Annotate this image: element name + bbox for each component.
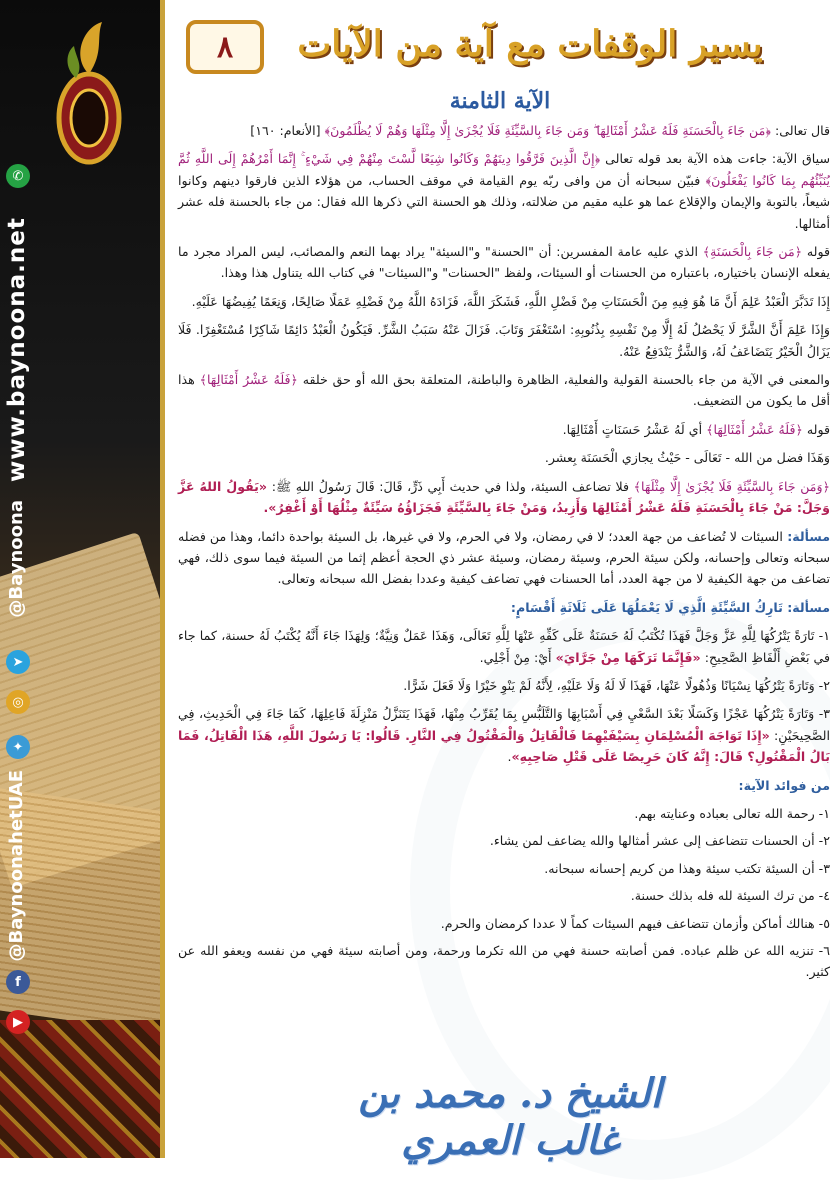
telegram-icon[interactable]: ➤ bbox=[6, 650, 30, 674]
benefit-item: ٦- تنزيه الله عن ظلم عباده. فمن أصابته حسنة فهي من الله تكرما ورحمة، ومن أصابته سيئة فهي من نفسه ويعفو الله عن كثير. bbox=[178, 943, 830, 980]
twitter-handle[interactable]: @Baynoona bbox=[6, 500, 27, 618]
baynoona-logo bbox=[52, 18, 126, 168]
text: قوله bbox=[802, 421, 830, 437]
whatsapp-icon[interactable]: ✆ bbox=[6, 164, 30, 188]
benefit-item: ٤- من ترك السيئة لله فله بذلك حسنة. bbox=[630, 888, 830, 904]
text: ٣- وَتَارَةً يَتْرُكُهَا عَجْزًا وَكَسَلًا بَعْدَ السَّعْيِ فِي أَسْبَابِهَا وَالتَّلَبُّسِ بِمَا يُقَرِّبُ مِنْهَا، فَهَذَا يَتَنَزَّلُ مَنْزِلَةَ فَاعِلِهَا، كَمَا جَاءَ فِي الْحَدِيثِ، فِي الصَّحِيحَيْنِ: bbox=[178, 706, 830, 743]
paragraph-saying bbox=[178, 419, 830, 440]
quran-verse: ﴿مَن جَاءَ بِالْحَسَنَةِ فَلَهُ عَشْرُ أَمْثَالِهَا ۖ وَمَن جَاءَ بِالسَّيِّئَةِ فَلَا يُجْزَىٰ إِلَّا مِثْلَهَا وَهُمْ لَا يُظْلَمُونَ﴾ bbox=[324, 123, 771, 138]
youtube-icon[interactable]: ▶ bbox=[6, 1010, 30, 1034]
quran-verse: ﴿فَلَهُ عَشْرُ أَمْثَالِهَا﴾ bbox=[706, 421, 803, 437]
article-body bbox=[178, 120, 830, 989]
hadith-text: «يَقُولُ اللهُ عَزَّ وَجَلَّ: مَنْ جَاءَ بِالْحَسَنَةِ فَلَهُ عَشْرُ أَمْثَالِهَا وَأَزِيدُ، وَمَنْ جَاءَ بِالسَّيِّئَةِ فَجَزَاؤُهُ سَيِّئَةٌ مِثْلُهَا أَوْ أَغْفِرُ». bbox=[178, 478, 830, 516]
text: أي لَهُ عَشْرُ حَسَنَاتٍ أَمْثَالِهَا. bbox=[562, 421, 707, 437]
text: ١- تَارَةً يَتْرُكُهَا لِلَّهِ عَزَّ وَجَلَّ فَهَذَا تُكْتَبُ لَهُ حَسَنَةٌ عَلَى كَفِّهِ عَنْهَا لِلَّهِ تَعَالَى، وَهَذَا عَمَلٌ وَنِيَّةٌ؛ وَلِهَذَا جَاءَ أَنَّهُ يُكْتَبُ لَهُ حسنة، كما جاء في بَعْضِ أَلْفَاظِ الصَّحِيحِ: bbox=[178, 628, 830, 665]
hadith-text: «إِذَا تَوَاجَهَ الْمُسْلِمَانِ بِسَيْفَيْهِمَا فَالْقَاتِلُ وَالْمَقْتُولُ فِي النَّارِ. قَالُوا: يَا رَسُولَ اللَّهِ، هَذَا الْقَاتِلُ، فَمَا بَالُ الْمَقْتُولِ؟ قَالَ: إِنَّهُ كَانَ حَرِيصًا عَلَى قَتْلِ صَاحِبِهِ» bbox=[178, 727, 830, 765]
quran-verse: ﴿فَلَهُ عَشْرُ أَمْثَالِهَا﴾ bbox=[199, 372, 298, 388]
text: هذا أقل ما يكون من التضعيف. bbox=[178, 372, 830, 409]
paragraph-interpretation bbox=[178, 369, 830, 412]
facebook-icon[interactable]: f bbox=[6, 970, 30, 994]
lesson-number-badge: ٨ bbox=[186, 20, 264, 74]
paragraph-hadith bbox=[178, 476, 830, 519]
benefit-item: ٥- هنالك أماكن وأزمان تتضاعف فيهم السيئات كماً لا عددا كرمضان والحرم. bbox=[440, 915, 830, 931]
hadith-text: «فَإِنَّمَا تَرَكَهَا مِنْ جَرَّايَ» bbox=[555, 649, 701, 665]
list-item-3 bbox=[178, 703, 830, 767]
twitter-icon[interactable]: ✦ bbox=[6, 735, 30, 759]
paragraph-reflection-1: إِذَا تَدَبَّرَ الْعَبْدُ عَلِمَ أَنَّ مَا هُوَ فِيهِ مِنَ الْحَسَنَاتِ مِنْ فَضْلِ اللَّهِ، فَشَكَرَ اللَّهَ، فَزَادَهُ اللَّهُ مِنْ فَضْلِهِ عَمَلًا صَالِحًا، وَنِعَمًا يُفِيضُهَا عَلَيْهِ. bbox=[191, 293, 830, 309]
verse-reference: [الأنعام: ١٦٠] bbox=[250, 123, 325, 138]
quran-verse: ﴿وَمَن جَاءَ بِالسَّيِّئَةِ فَلَا يُجْزَىٰ إِلَّا مِثْلَهَا﴾ bbox=[633, 478, 830, 494]
text: قال تعالى: bbox=[770, 123, 830, 138]
issue-heading-2: مسألة: تَارِكُ السَّيِّئَةِ الَّذِي لَا يَعْمَلُهَا عَلَى ثَلَاثَةِ أَقْسَامٍ: bbox=[510, 599, 830, 615]
paragraph-verse bbox=[178, 120, 830, 141]
paragraph-meaning bbox=[178, 241, 830, 284]
paragraph-issue-1 bbox=[178, 526, 830, 590]
text: الذي عليه عامة المفسرين: أن "الحسنة" و"السيئة" يراد بهما النعم والمصائب، ليس المراد مجرد ما يفعله الإنسان باختياره، باعتباره من الحسنات أو السيئات، ولفظ "الحسنات" و"السيئات" في كتاب الله يتناول هذا وهذا. bbox=[178, 244, 830, 281]
paragraph-grace: وَهَذَا فضل من الله - تَعَالَى - حَيْثُ يجازي الْحَسَنَة بِعشر. bbox=[544, 450, 830, 466]
author-signature: الشيخ د. محمد بن غالب العمري bbox=[358, 1070, 662, 1164]
quran-verse: ﴿إِنَّ الَّذِينَ فَرَّقُوا دِينَهُمْ وَكَانُوا شِيَعًا لَّسْتَ مِنْهُمْ فِي شَيْءٍ ۚ إِنَّمَا أَمْرُهُمْ إِلَى اللَّهِ ثُمَّ يُنَبِّئُهُم بِمَا كَانُوا يَفْعَلُونَ﴾ bbox=[178, 151, 830, 188]
verse-subtitle: الآية الثامنة bbox=[449, 88, 551, 114]
text: أَيْ: مِنْ أَجْلِي. bbox=[479, 649, 556, 665]
issue-label: مسألة: bbox=[782, 528, 830, 544]
rug-pattern bbox=[0, 1020, 160, 1158]
site-url[interactable]: www.baynoona.net bbox=[4, 217, 30, 483]
main-content bbox=[170, 0, 830, 1164]
instagram-icon[interactable]: ◎ bbox=[6, 690, 30, 714]
text: والمعنى في الآية من جاء بالحسنة القولية والفعلية، الظاهرة والباطنة، المتعلقة بحق الله أو حق خلقه bbox=[297, 372, 830, 388]
text: فبيّن سبحانه أن من وافى ربّه يوم القيامة في موقف الحساب، من هؤلاء الذين فارقوا دينهم وكانوا شيعاً، بالتوبة والإيمان والإقلاع عما هو عليه مقيم من ضلالته، وذلك هو الحسنة التي ذكرها الله فقال: من جاء بالحسنة فله عشر أمثالها. bbox=[178, 172, 830, 231]
benefits-heading: من فوائد الآية: bbox=[738, 777, 830, 793]
paragraph-context bbox=[178, 148, 830, 234]
text: سياق الآية: جاءت هذه الآية بعد قوله تعالى bbox=[600, 151, 830, 167]
sidebar bbox=[0, 0, 160, 1158]
paragraph-reflection-2: وَإِذَا عَلِمَ أَنَّ الشَّرَّ لَا يَحْصُلُ لَهُ إِلَّا مِنْ نَفْسِهِ بِذُنُوبِهِ: اسْتَغْفَرَ وَتَابَ. فَزَالَ عَنْهُ سَبَبُ الشَّرِّ. فَيَكُونُ الْعَبْدُ دَائِمًا شَاكِرًا مُسْتَغْفِرًا. فَلَا يَزَالُ الْخَيْرُ يَتَضَاعَفُ لَهُ، وَالشَّرُّ يَنْدَفِعُ عَنْهُ. bbox=[178, 322, 830, 359]
page-title: يسير الوقفات مع آية من الآيات bbox=[297, 23, 763, 65]
benefits-list bbox=[178, 803, 830, 983]
list-item-2: ٢- وَتَارَةً يَتْرُكُهَا نِسْيَانًا وَذُهُولًا عَنْهَا، فَهَذَا لَا لَهُ وَلَا عَلَيْهِ، لِأَنَّهُ لَمْ يَنْوِ خَيْرًا وَلَا فَعَلَ شَرًّا. bbox=[403, 677, 830, 693]
benefit-item: ٢- أن الحسنات تتضاعف إلى عشر أمثالها والله يضاعف لمن يشاء. bbox=[489, 833, 830, 849]
text: . bbox=[507, 749, 512, 765]
benefit-item: ١- رحمة الله تعالى بعباده وعنايته بهم. bbox=[634, 805, 830, 821]
benefit-item: ٣- أن السيئة تكتب سيئة وهذا من كريم إحسانه سبحانه. bbox=[544, 860, 830, 876]
text: قوله bbox=[802, 244, 830, 260]
list-item-1 bbox=[178, 625, 830, 668]
text: فلا تضاعف السيئة، ولذا في حديث أَبِي ذَرٍّ، قَالَ: قَالَ رَسُولُ اللهِ ﷺ: bbox=[267, 478, 634, 494]
quran-verse: ﴿مَن جَاءَ بِالْحَسَنَةِ﴾ bbox=[702, 244, 803, 260]
instagram-handle[interactable]: @BaynoonahetUAE bbox=[6, 770, 27, 962]
text: السيئات لا تُضاعف من جهة العدد؛ لا في رمضان، ولا في الحرم، ولا في غيرها، بل السيئة بواحدة دائما، وهذا من فضله سبحانه وتعالى وإحسانه، ولكن سيئة الحرم، وسيئة رمضان، وسيئة عشر ذي الحجة أعظم إثما من السيئة فيما سوى ذلك، فهي تضاعف من جهة الكيفية لا من جهة العدد، أما الحسنات فهي تضاعف كيفية وعددا بفضل الله سبحانه وتعالى. bbox=[178, 528, 830, 587]
sidebar-divider bbox=[160, 0, 165, 1158]
